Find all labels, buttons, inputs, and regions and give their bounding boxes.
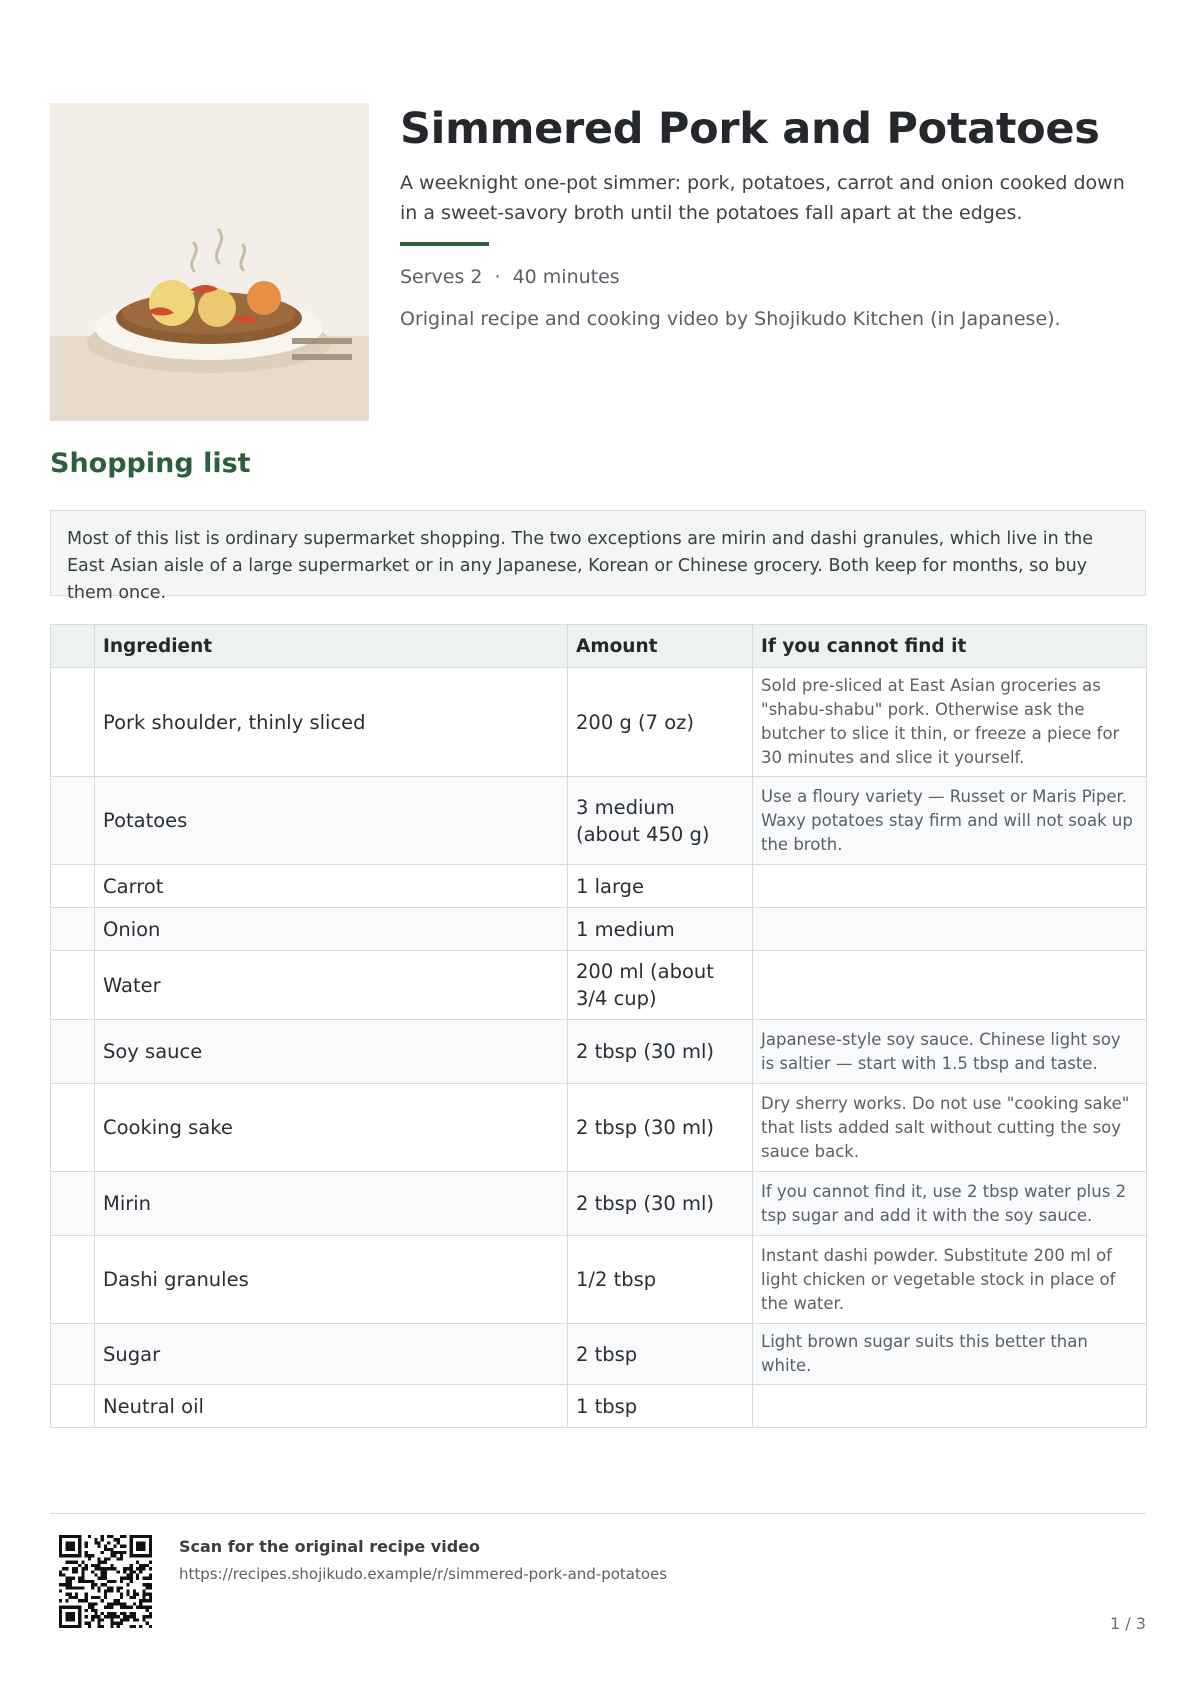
amount-cell: 1 tbsp — [568, 1385, 753, 1428]
row-index-cell — [51, 908, 95, 951]
table-row — [51, 777, 1147, 865]
shopping-list-heading: Shopping list — [50, 448, 251, 479]
amount-cell: 3 medium (about 450 g) — [568, 777, 753, 865]
table-header-row — [51, 625, 1147, 668]
ingredient-cell: Neutral oil — [95, 1385, 568, 1428]
substitute-cell — [753, 951, 1147, 1020]
amount-cell: 2 tbsp (30 ml) — [568, 1020, 753, 1084]
table-row — [51, 1172, 1147, 1236]
header-amount: Amount — [568, 625, 753, 668]
header-substitute: If you cannot find it — [753, 625, 1147, 668]
header-index — [51, 625, 95, 668]
row-index-cell — [51, 777, 95, 865]
table-row — [51, 1385, 1147, 1428]
recipe-title: Simmered Pork and Potatoes — [400, 104, 1100, 154]
substitute-cell: Japanese-style soy sauce. Chinese light soy is saltier — start with 1.5 tbsp and taste. — [753, 1020, 1147, 1084]
recipe-meta — [400, 262, 1140, 292]
recipe-subtitle: A weeknight one-pot simmer: pork, potatoes, carrot and onion cooked down in a sweet-savory broth until the potatoes fall apart at the edges. — [400, 172, 1125, 224]
table-row — [51, 908, 1147, 951]
recipe-credit: Original recipe and cooking video by Shojikudo Kitchen (in Japanese). — [400, 308, 1061, 330]
row-index-cell — [51, 865, 95, 908]
ingredient-cell: Soy sauce — [95, 1020, 568, 1084]
substitute-cell: Use a floury variety — Russet or Maris Piper. Waxy potatoes stay firm and will not soak up the broth. — [753, 777, 1147, 865]
accent-rule — [400, 242, 489, 246]
ingredient-cell: Cooking sake — [95, 1084, 568, 1172]
ingredient-cell: Mirin — [95, 1172, 568, 1236]
ingredient-cell: Pork shoulder, thinly sliced — [95, 668, 568, 777]
amount-cell: 2 tbsp (30 ml) — [568, 1172, 753, 1236]
amount-cell: 200 g (7 oz) — [568, 668, 753, 777]
substitute-cell: Light brown sugar suits this better than white. — [753, 1324, 1147, 1385]
time-label: 40 minutes — [512, 266, 620, 288]
substitute-cell: If you cannot find it, use 2 tbsp water plus 2 tsp sugar and add it with the soy sauce. — [753, 1172, 1147, 1236]
amount-cell: 2 tbsp — [568, 1324, 753, 1385]
table-row — [51, 865, 1147, 908]
substitute-cell: Dry sherry works. Do not use "cooking sake" that lists added salt without cutting the soy sauce back. — [753, 1084, 1147, 1172]
substitute-cell — [753, 908, 1147, 951]
ingredients-table — [50, 624, 1147, 1428]
amount-cell: 2 tbsp (30 ml) — [568, 1084, 753, 1172]
table-row — [51, 1084, 1147, 1172]
substitute-cell — [753, 1385, 1147, 1428]
page-number: 1 / 3 — [1110, 1614, 1146, 1633]
ingredient-cell: Carrot — [95, 865, 568, 908]
recipe-header — [400, 100, 1140, 334]
ingredient-cell: Onion — [95, 908, 568, 951]
dish-illustration — [50, 103, 369, 421]
amount-cell: 1 medium — [568, 908, 753, 951]
amount-cell: 1/2 tbsp — [568, 1236, 753, 1324]
row-index-cell — [51, 1385, 95, 1428]
footer-divider — [50, 1513, 1146, 1514]
serves-label: Serves 2 — [400, 266, 483, 288]
ingredient-cell: Potatoes — [95, 777, 568, 865]
footer-title: Scan for the original recipe video — [179, 1537, 480, 1556]
row-index-cell — [51, 1172, 95, 1236]
row-index-cell — [51, 1324, 95, 1385]
footer-url[interactable]: https://recipes.shojikudo.example/r/simmered-pork-and-potatoes — [179, 1565, 668, 1583]
meta-separator: · — [494, 266, 501, 288]
table-row — [51, 668, 1147, 777]
row-index-cell — [51, 1084, 95, 1172]
qr-code-icon — [59, 1535, 152, 1628]
row-index-cell — [51, 1236, 95, 1324]
substitute-cell: Instant dashi powder. Substitute 200 ml of light chicken or vegetable stock in place of the water. — [753, 1236, 1147, 1324]
ingredient-cell: Water — [95, 951, 568, 1020]
row-index-cell — [51, 1020, 95, 1084]
header-ingredient: Ingredient — [95, 625, 568, 668]
shopping-note: Most of this list is ordinary supermarket shopping. The two exceptions are mirin and dashi granules, which live in the East Asian aisle of a large supermarket or in any Japanese, Korean or Chinese grocery. Both keep for months, so buy them once. — [50, 510, 1146, 596]
ingredient-cell: Sugar — [95, 1324, 568, 1385]
table-row — [51, 951, 1147, 1020]
table-row — [51, 1020, 1147, 1084]
row-index-cell — [51, 668, 95, 777]
substitute-cell — [753, 865, 1147, 908]
row-index-cell — [51, 951, 95, 1020]
table-row — [51, 1236, 1147, 1324]
ingredient-cell: Dashi granules — [95, 1236, 568, 1324]
amount-cell: 1 large — [568, 865, 753, 908]
amount-cell: 200 ml (about 3/4 cup) — [568, 951, 753, 1020]
substitute-cell: Sold pre-sliced at East Asian groceries as "shabu-shabu" pork. Otherwise ask the butcher to slice it thin, or freeze a piece for 30 minutes and slice it yourself. — [753, 668, 1147, 777]
table-row — [51, 1324, 1147, 1385]
